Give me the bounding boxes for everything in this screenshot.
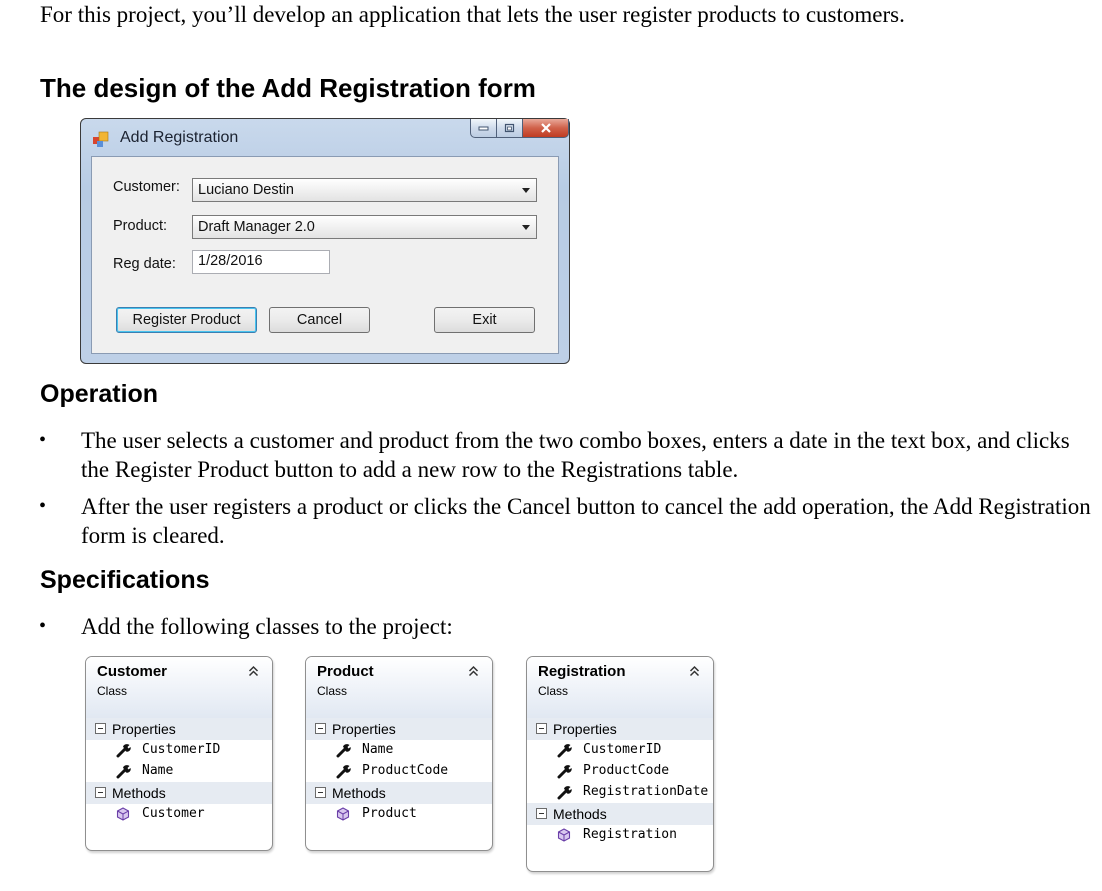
property-name: Name (362, 742, 394, 757)
method-name: Registration (583, 827, 677, 842)
customer-combo-value: Luciano Destin (198, 182, 294, 198)
wrench-icon (116, 764, 132, 779)
property-name: RegistrationDate (583, 784, 709, 799)
section-label: Properties (553, 721, 617, 737)
collapse-section-icon[interactable] (536, 723, 547, 734)
chevron-down-icon (522, 225, 530, 230)
collapse-icon[interactable] (468, 665, 479, 677)
class-name: Product (317, 663, 374, 680)
method-cube-icon (336, 807, 350, 821)
section-label: Properties (332, 721, 396, 737)
product-combo-value: Draft Manager 2.0 (198, 219, 315, 235)
bullet-text: The user selects a customer and product from the two combo boxes, enters a date in the text box, and clicks the Register Product button to add a new row to the Registrations table. (81, 428, 1070, 482)
property-name: Name (142, 763, 174, 778)
wrench-icon (557, 743, 573, 758)
collapse-section-icon[interactable] (536, 808, 547, 819)
property-name: ProductCode (583, 763, 670, 778)
list-item (39, 612, 1091, 641)
method-cube-icon (557, 828, 571, 842)
minimize-button[interactable] (470, 119, 497, 138)
class-kind: Class (538, 684, 569, 698)
property-name: CustomerID (142, 742, 221, 757)
wrench-icon (557, 764, 573, 779)
collapse-section-icon[interactable] (315, 723, 326, 734)
wrench-icon (116, 743, 132, 758)
regdate-label: Reg date: (113, 256, 176, 272)
class-kind: Class (317, 684, 348, 698)
cancel-button[interactable] (269, 307, 370, 333)
intro-text: For this project, you’ll develop an application that lets the user register products to customers. (40, 2, 905, 27)
method-cube-icon (116, 807, 130, 821)
section-label: Methods (332, 785, 386, 801)
product-label: Product: (113, 218, 167, 234)
class-box-registration[interactable] (526, 656, 714, 872)
specifications-heading: Specifications (40, 566, 210, 594)
list-item (39, 492, 1091, 550)
regdate-input-value: 1/28/2016 (198, 253, 263, 269)
minimize-icon (478, 125, 489, 131)
bullet-icon: • (39, 615, 47, 637)
register-product-button[interactable] (116, 307, 257, 333)
bullet-icon: • (39, 495, 47, 517)
class-kind: Class (97, 684, 128, 698)
customer-label: Customer: (113, 179, 180, 195)
wrench-icon (557, 785, 573, 800)
cancel-label: Cancel (296, 312, 343, 328)
properties-section-header[interactable] (86, 718, 272, 740)
customer-combo[interactable] (192, 178, 537, 202)
register-product-label: Register Product (132, 312, 241, 328)
method-item (527, 825, 713, 846)
property-item (86, 761, 272, 782)
exit-label: Exit (472, 312, 497, 328)
class-box-customer[interactable] (85, 656, 273, 851)
property-item (527, 761, 713, 782)
collapse-icon[interactable] (248, 665, 259, 677)
methods-section-header[interactable] (527, 803, 713, 825)
methods-section-header[interactable] (86, 782, 272, 804)
bullet-text: After the user registers a product or clicks the Cancel button to cancel the add operation, the Add Registration form is cleared. (81, 494, 1091, 548)
property-item (527, 740, 713, 761)
property-item (306, 761, 492, 782)
close-button[interactable] (523, 119, 569, 138)
app-icon (93, 131, 110, 148)
design-heading: The design of the Add Registration form (40, 73, 536, 103)
maximize-icon (504, 123, 515, 133)
list-item (39, 426, 1091, 484)
window-titlebar[interactable] (81, 119, 569, 157)
section-label: Properties (112, 721, 176, 737)
regdate-input[interactable] (192, 250, 330, 274)
exit-button[interactable] (434, 307, 535, 333)
property-item (527, 782, 713, 803)
bullet-text: Add the following classes to the project: (81, 614, 453, 639)
section-label: Methods (553, 806, 607, 822)
product-combo[interactable] (192, 215, 537, 239)
collapse-icon[interactable] (689, 665, 700, 677)
class-name: Customer (97, 663, 168, 680)
class-box-product[interactable] (305, 656, 493, 851)
bullet-icon: • (39, 429, 47, 451)
properties-section-header[interactable] (527, 718, 713, 740)
property-name: CustomerID (583, 742, 662, 757)
close-icon (540, 123, 552, 133)
method-item (306, 804, 492, 825)
maximize-button[interactable] (497, 119, 523, 138)
chevron-down-icon (522, 188, 530, 193)
methods-section-header[interactable] (306, 782, 492, 804)
method-name: Customer (142, 806, 205, 821)
property-item (306, 740, 492, 761)
add-registration-window (80, 118, 570, 364)
wrench-icon (336, 743, 352, 758)
method-name: Product (362, 806, 417, 821)
property-name: ProductCode (362, 763, 449, 778)
wrench-icon (336, 764, 352, 779)
operation-heading: Operation (40, 380, 159, 408)
properties-section-header[interactable] (306, 718, 492, 740)
property-item (86, 740, 272, 761)
section-label: Methods (112, 785, 166, 801)
class-name: Registration (538, 663, 626, 680)
collapse-section-icon[interactable] (95, 723, 106, 734)
collapse-section-icon[interactable] (95, 787, 106, 798)
method-item (86, 804, 272, 825)
window-client-area (91, 156, 559, 354)
window-title: Add Registration (120, 129, 239, 146)
collapse-section-icon[interactable] (315, 787, 326, 798)
